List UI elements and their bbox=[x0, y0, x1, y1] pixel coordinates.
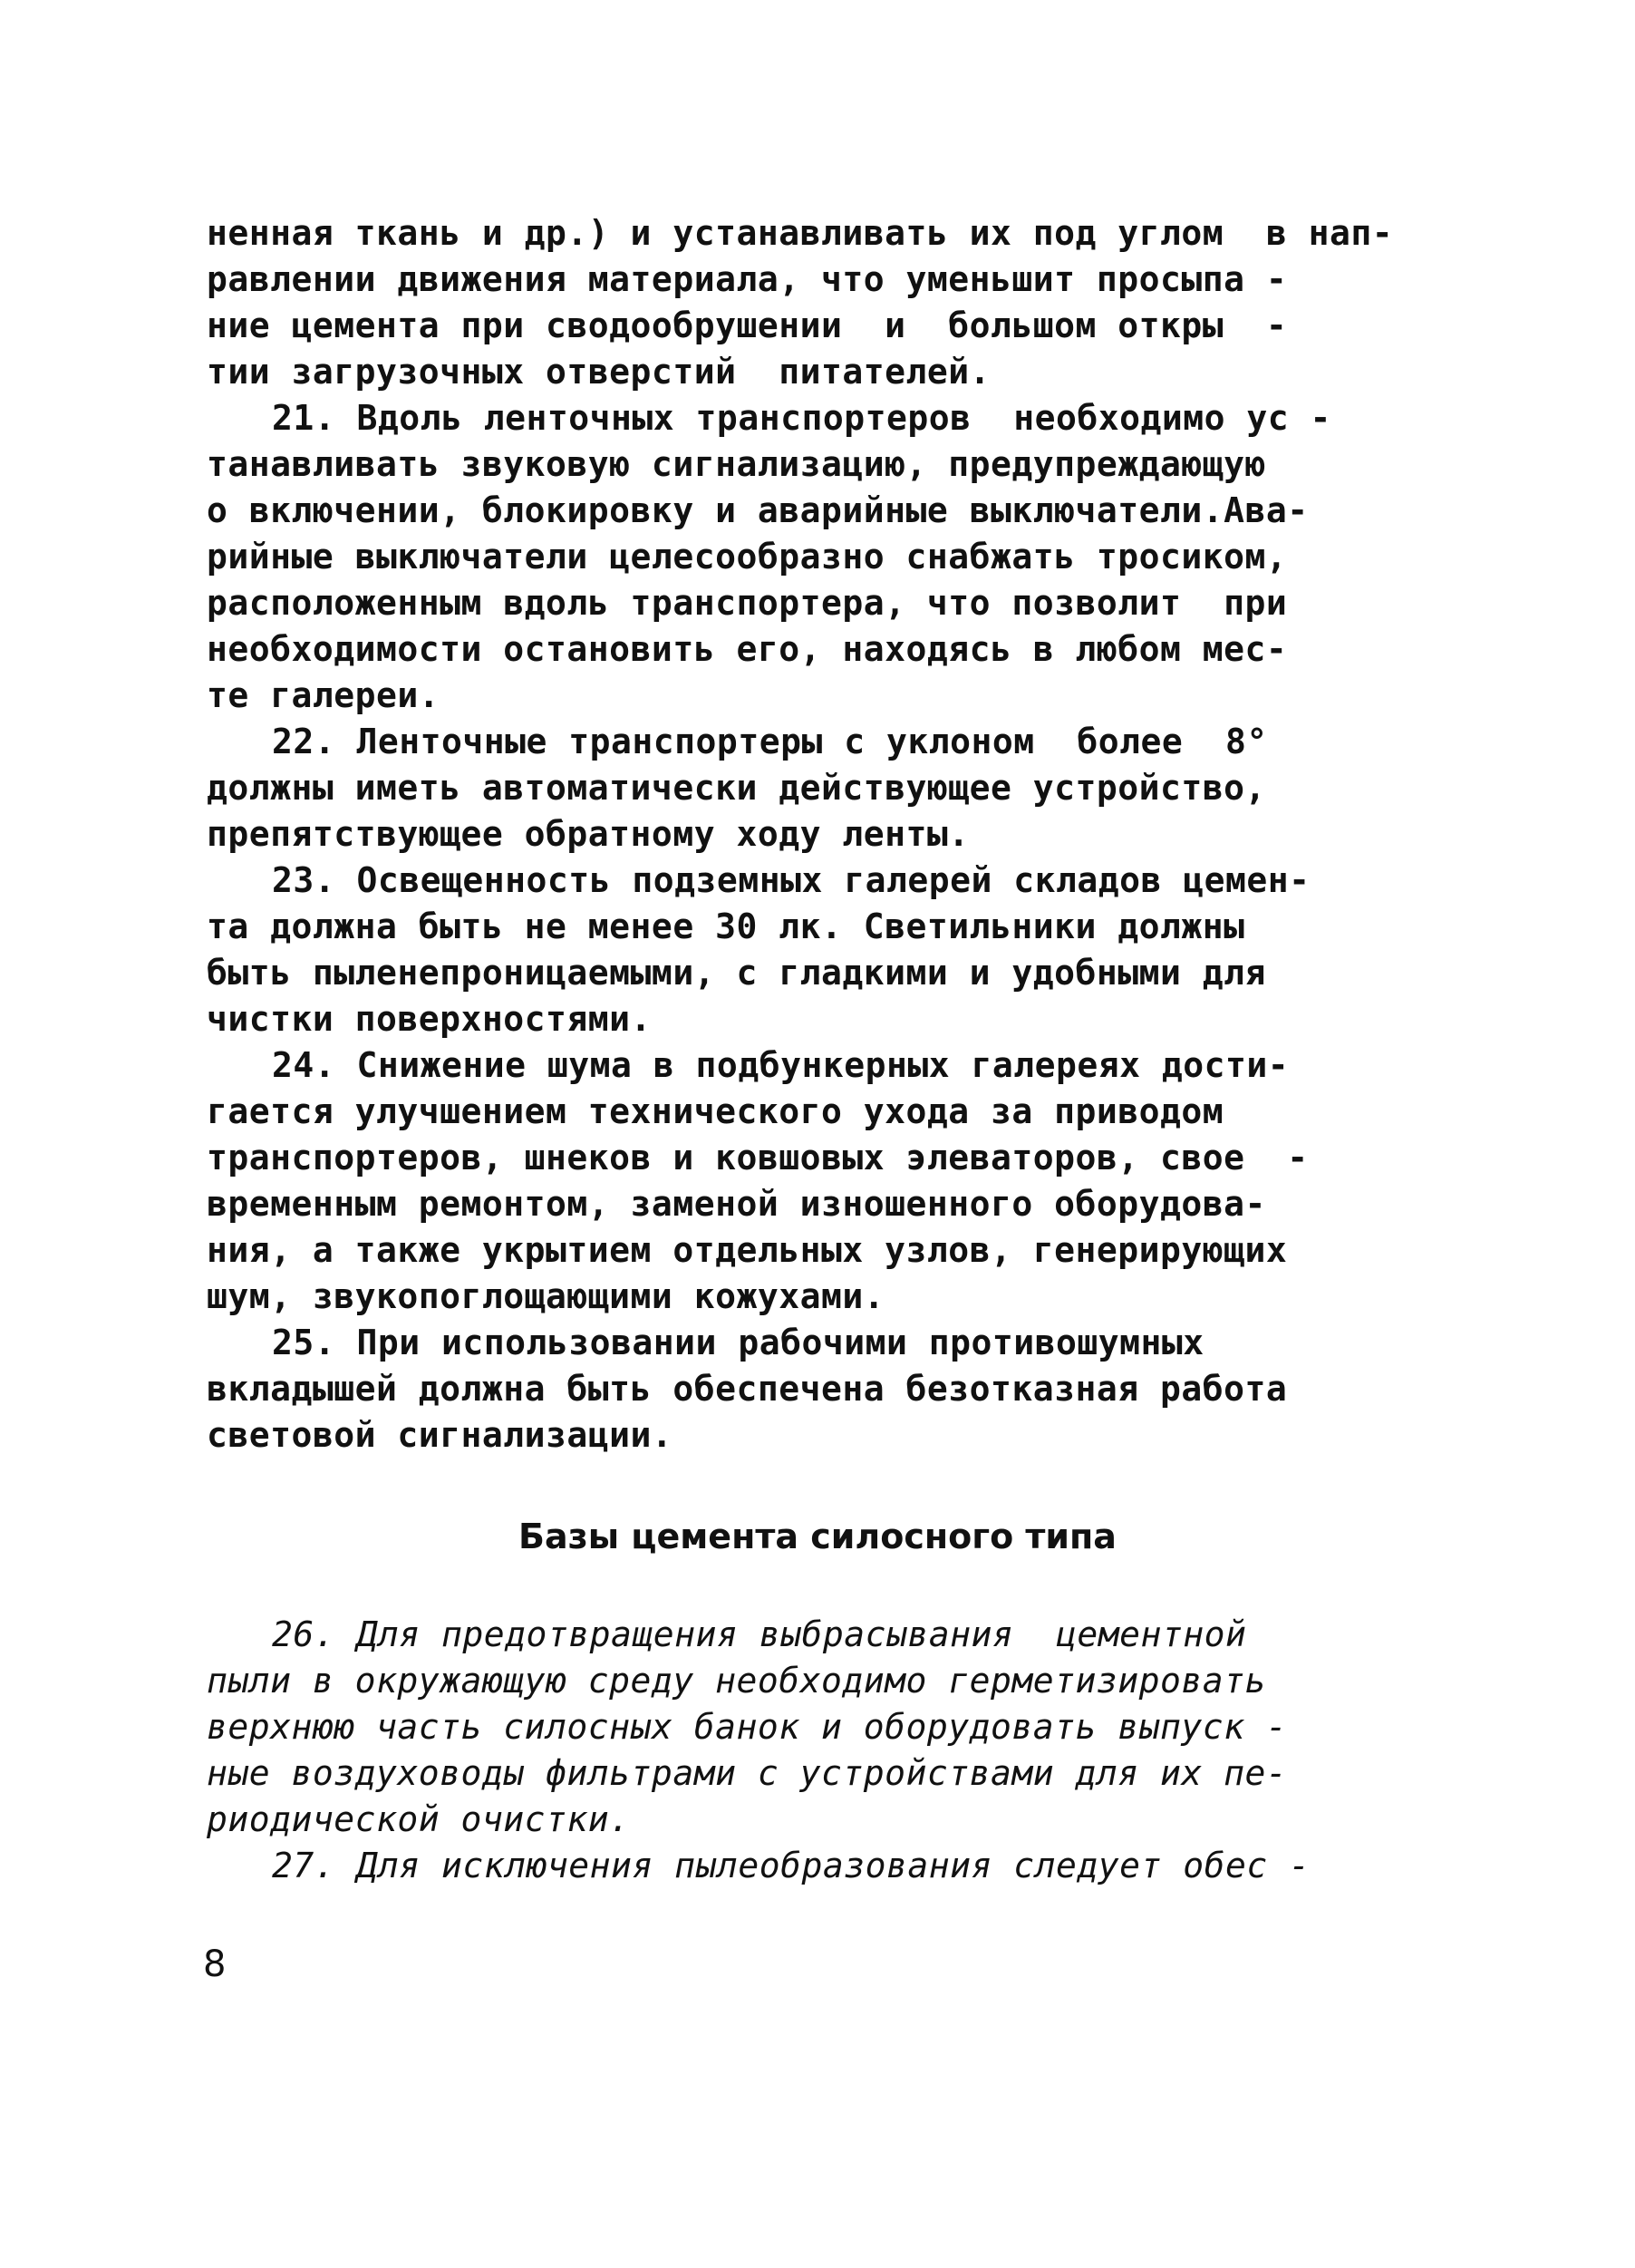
text-line: верхнюю часть силосных банок и оборудовать выпуск - bbox=[207, 1707, 1288, 1747]
text-line: ние цемента при сводообрушении и большом откры - bbox=[207, 305, 1288, 345]
text-line: 23. Освещенность подземных галерей складов цемен- bbox=[272, 860, 1311, 900]
text-line: риодической очистки. bbox=[207, 1799, 631, 1839]
text-line: 24. Снижение шума в подбункерных галереях дости- bbox=[272, 1045, 1290, 1085]
text-line: препятствующее обратному ходу ленты. bbox=[207, 814, 970, 854]
text-line: равлении движения материала, что уменьшит просыпа - bbox=[207, 259, 1288, 299]
text-line: 22. Ленточные транспортеры с уклоном более 8° bbox=[272, 722, 1268, 761]
text-line: транспортеров, шнеков и ковшовых элеваторов, свое - bbox=[207, 1138, 1309, 1178]
text-line: чистки поверхностями. bbox=[207, 999, 652, 1039]
text-line: необходимости остановить его, находясь в любом мес- bbox=[207, 629, 1288, 669]
text-line: вкладышей должна быть обеспечена безотказная работа bbox=[207, 1369, 1288, 1409]
text-line: о включении, блокировку и аварийные выключатели.Ава- bbox=[207, 490, 1309, 530]
section-heading: Базы цемента силосного типа bbox=[518, 1517, 1117, 1556]
text-line: гается улучшением технического ухода за приводом bbox=[207, 1091, 1224, 1131]
text-line: 21. Вдоль ленточных транспортеров необходимо ус - bbox=[272, 398, 1331, 438]
text-line: рийные выключатели целесообразно снабжать тросиком, bbox=[207, 537, 1288, 577]
text-line: ные воздуховоды фильтрами с устройствами для их пе- bbox=[207, 1753, 1288, 1793]
text-line: 26. Для предотвращения выбрасывания цементной bbox=[272, 1614, 1247, 1654]
text-line: ния, а также укрытием отдельных узлов, генерирующих bbox=[207, 1230, 1288, 1270]
text-line: та должна быть не менее 30 лк. Светильники должны bbox=[207, 906, 1245, 946]
text-line: расположенным вдоль транспортера, что позволит при bbox=[207, 583, 1288, 623]
text-line: тии загрузочных отверстий питателей. bbox=[207, 352, 991, 392]
text-line: танавливать звуковую сигнализацию, предупреждающую bbox=[207, 444, 1266, 484]
text-line: те галереи. bbox=[207, 675, 440, 715]
text-line: 27. Для исключения пылеобразования следует обес - bbox=[272, 1846, 1311, 1885]
text-line: быть пыленепроницаемыми, с гладкими и удобными для bbox=[207, 953, 1266, 993]
text-line: ненная ткань и др.) и устанавливать их под углом в нап- bbox=[207, 213, 1394, 253]
text-line: пыли в окружающую среду необходимо герметизировать bbox=[207, 1661, 1266, 1701]
text-line: должны иметь автоматически действующее устройство, bbox=[207, 768, 1266, 808]
text-line: 25. При использовании рабочими противошумных bbox=[272, 1323, 1204, 1362]
text-line: временным ремонтом, заменой изношенного оборудова- bbox=[207, 1184, 1266, 1224]
text-line: шум, звукопоглощающими кожухами. bbox=[207, 1276, 885, 1316]
text-line: световой сигнализации. bbox=[207, 1415, 673, 1455]
page-number: 8 bbox=[203, 1943, 227, 1985]
